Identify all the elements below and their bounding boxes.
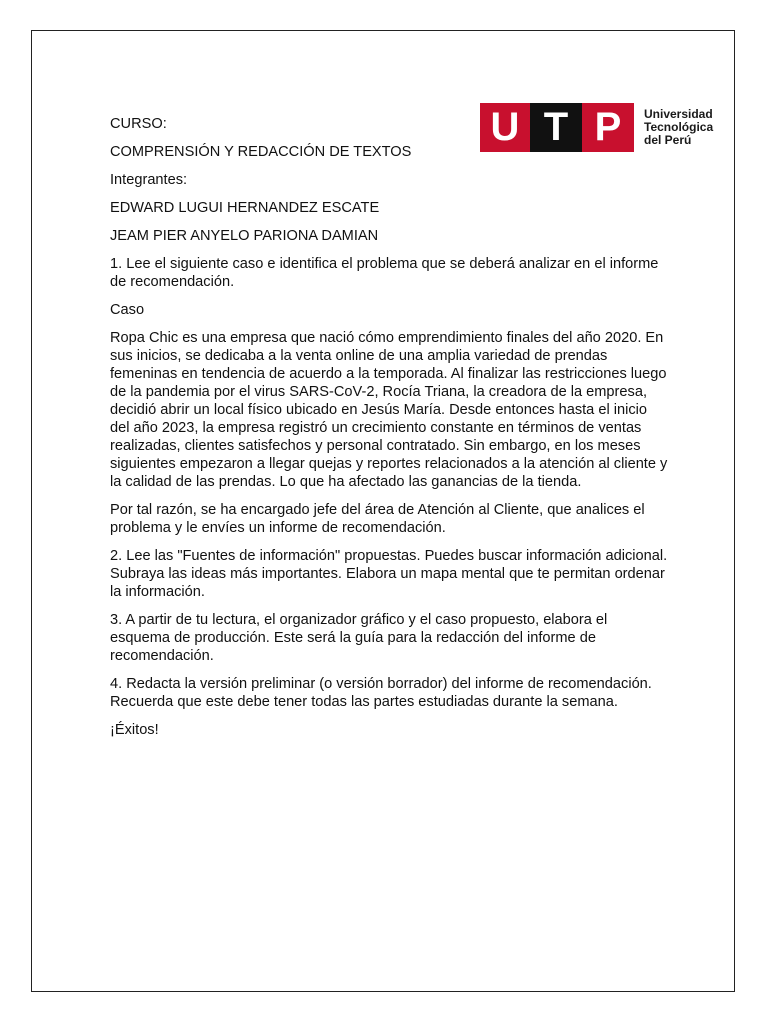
task-3: 3. A partir de tu lectura, el organizador gráfico y el caso propuesto, elabora el esquema de producción. Este será la guía para la redacción del informe de recomendación.	[110, 612, 608, 664]
logo-letter-u: U	[480, 103, 530, 152]
document-page	[31, 30, 735, 992]
logo-letter-p: P	[582, 103, 634, 152]
document-body	[110, 115, 670, 749]
task-4: 4. Redacta la versión preliminar (o versión borrador) del informe de recomendación. Recuerda que este debe tener todas las partes estudiadas durante la semana.	[110, 676, 652, 710]
caso-paragraph-2: Por tal razón, se ha encargado jefe del área de Atención al Cliente, que analices el problema y le envíes un informe de recomendación.	[110, 502, 645, 536]
logo-line-2: Tecnológica	[644, 120, 714, 134]
curso-name: COMPRENSIÓN Y REDACCIÓN DE TEXTOS	[110, 144, 412, 160]
task-1: 1. Lee el siguiente caso e identifica el problema que se deberá analizar en el informe de recomendación.	[110, 256, 659, 290]
logo-line-3: del Perú	[644, 133, 692, 147]
task-2: 2. Lee las "Fuentes de información" propuestas. Puedes buscar información adicional. Subraya las ideas más importantes. Elabora un mapa mental que te permitan ordenar la información.	[110, 548, 668, 600]
integrante-2: JEAM PIER ANYELO PARIONA DAMIAN	[110, 228, 379, 244]
logo-letter-t: T	[530, 103, 582, 152]
curso-label: CURSO:	[110, 116, 167, 132]
caso-paragraph-1: Ropa Chic es una empresa que nació cómo emprendimiento finales del año 2020. En sus inicios, se dedicaba a la venta online de una amplia variedad de prendas femeninas en tendencia de acuerdo a la temporada. Al finalizar las restricciones luego de la pandemia por el virus SARS-CoV-2, Rocía Triana, la creadora de la empresa, decidió abrir un local físico ubicado en Jesús María. Desde entonces hasta el inicio del año 2023, la empresa registró un crecimiento constante en términos de ventas realizadas, clientes satisfechos y personal contratado. Sin embargo, en los meses siguientes empezaron a llegar quejas y reportes relacionados a la atención al cliente y la calidad de las prendas. Lo que ha afectado las ganancias de la tienda.	[110, 330, 668, 490]
integrantes-label: Integrantes:	[110, 172, 188, 188]
caso-label: Caso	[110, 302, 145, 318]
logo-line-1: Universidad	[644, 107, 713, 121]
closing-text: ¡Éxitos!	[110, 722, 159, 738]
integrante-1: EDWARD LUGUI HERNANDEZ ESCATE	[110, 200, 380, 216]
